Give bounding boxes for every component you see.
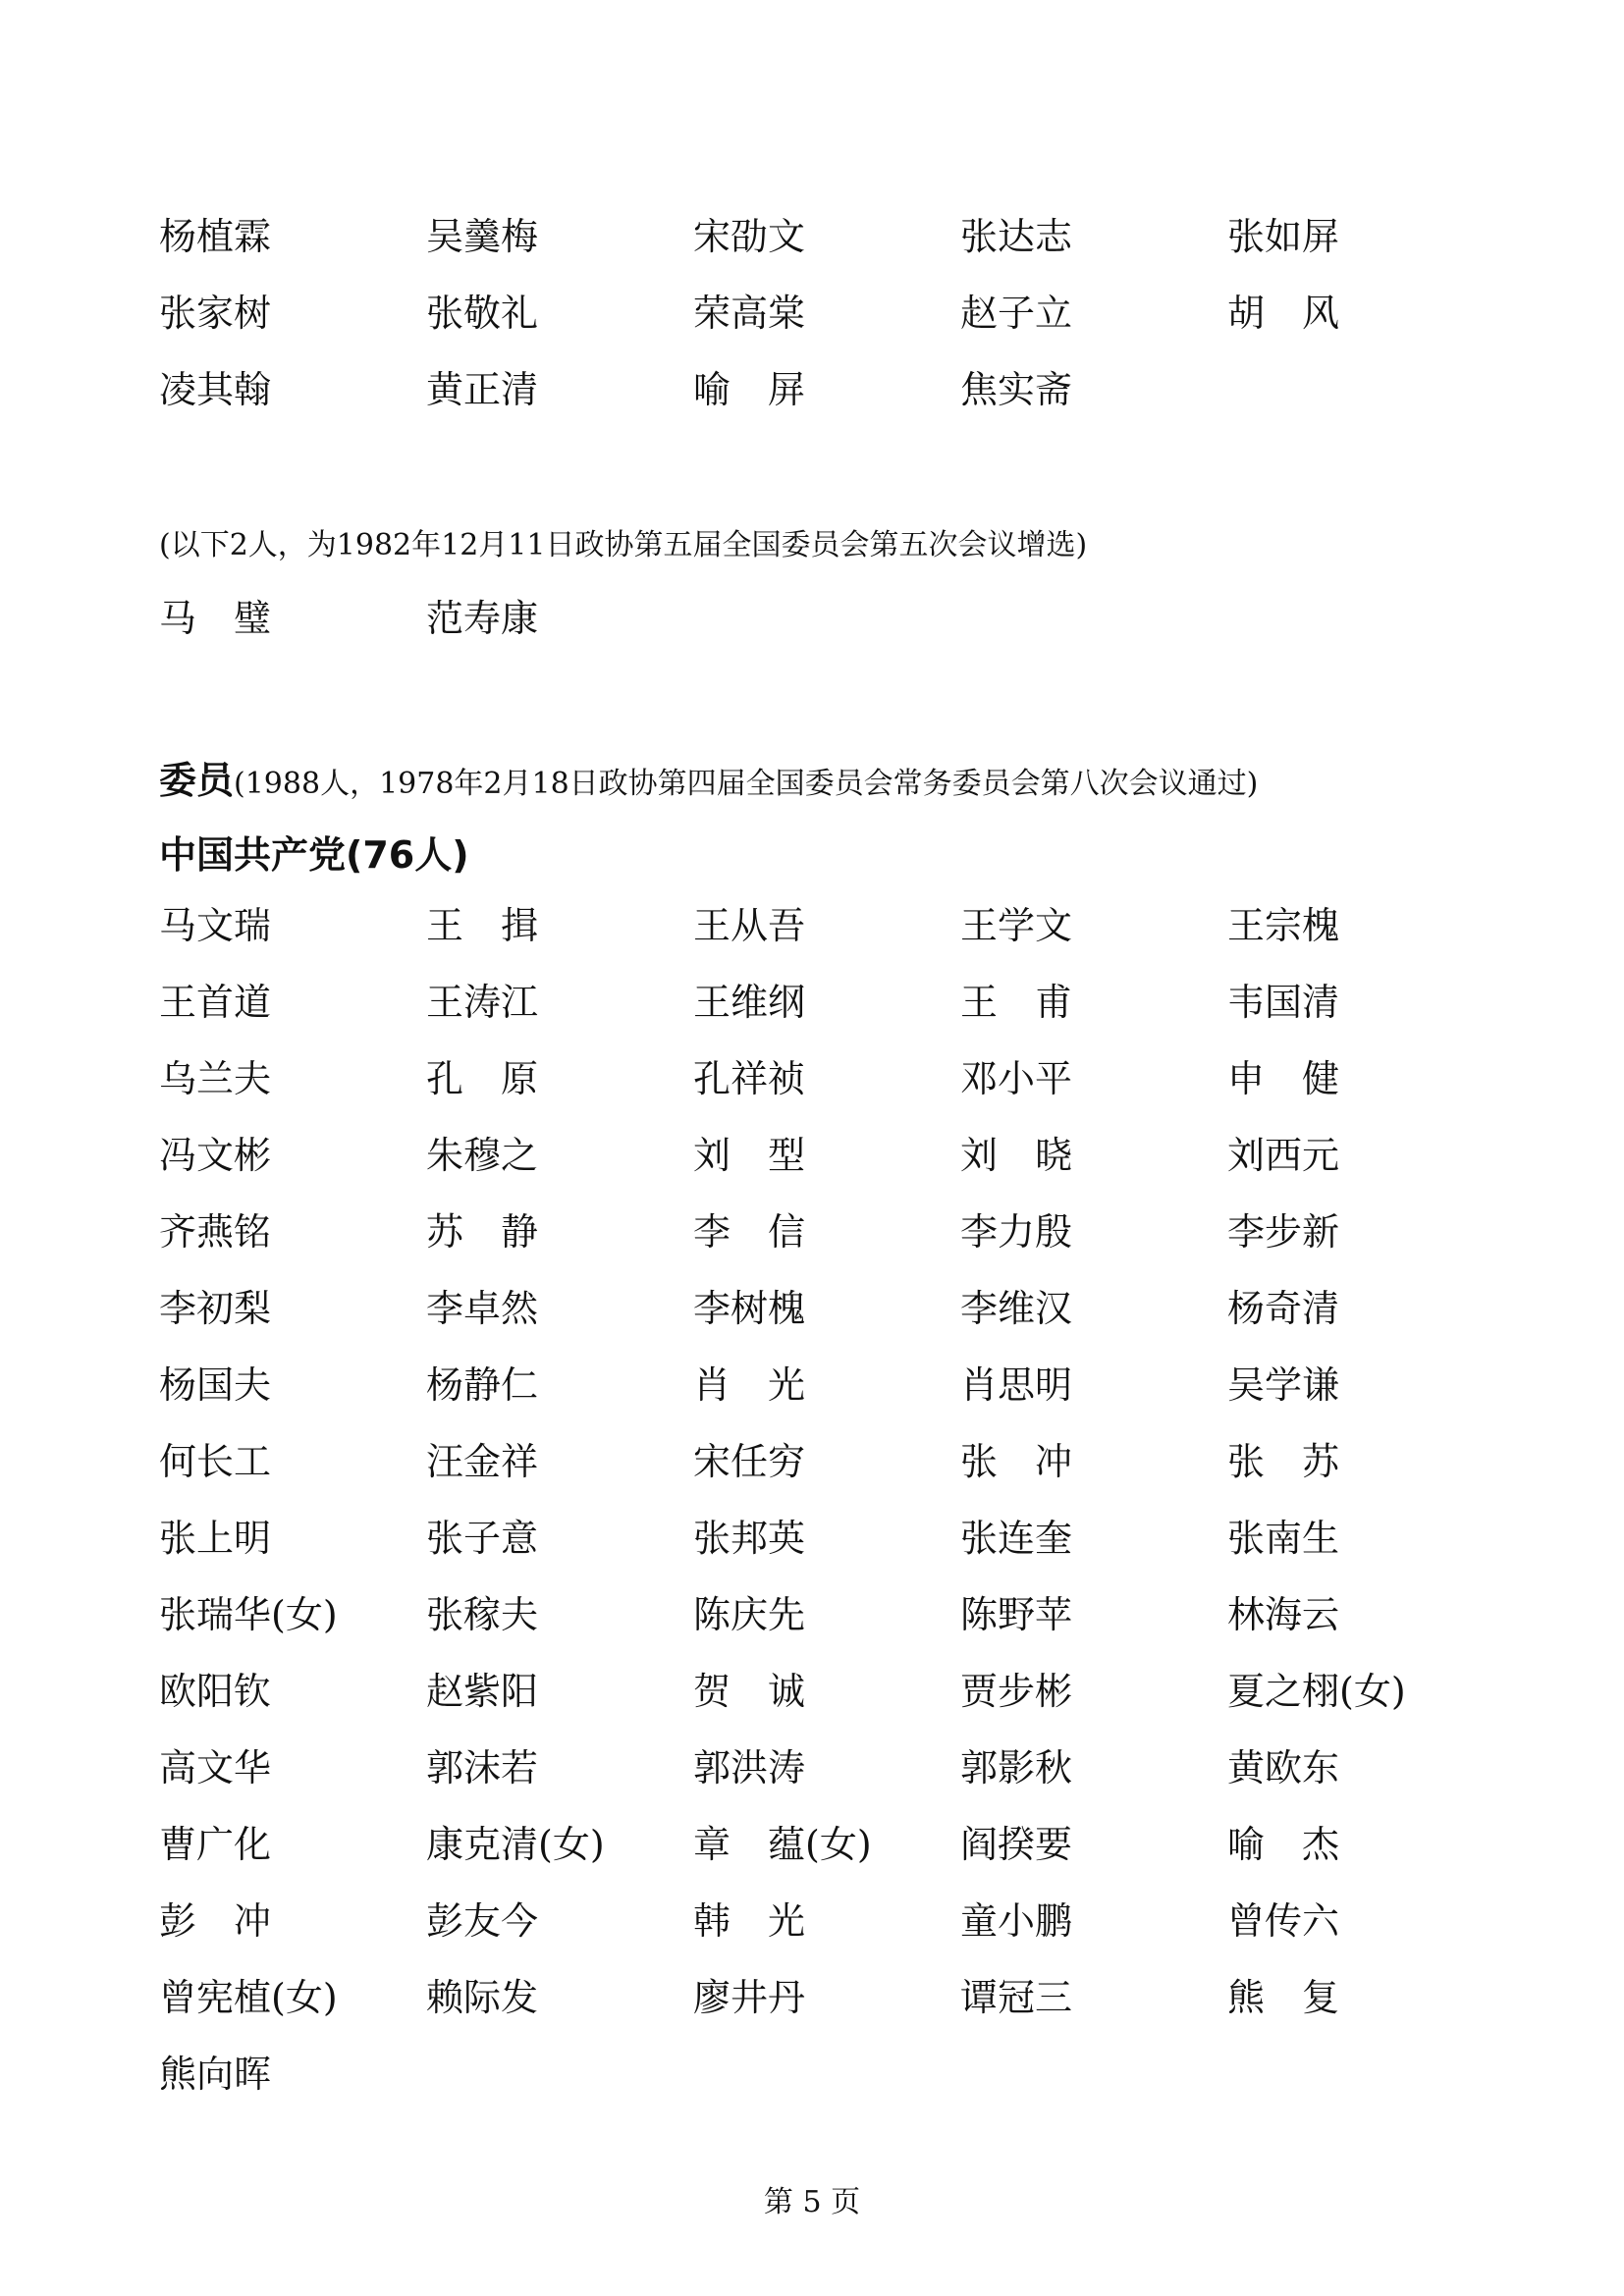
member-name: 何长工 <box>159 1440 272 1483</box>
name-row <box>159 1347 1534 1423</box>
name-row <box>159 1194 1534 1270</box>
members-heading-label: 委员 <box>159 759 235 802</box>
member-name: 王学文 <box>960 904 1073 947</box>
member-name: 黄欧东 <box>1227 1746 1340 1789</box>
member-name: 熊向晖 <box>159 2053 272 2096</box>
member-name: 刘西元 <box>1227 1134 1340 1177</box>
member-name: 李步新 <box>1227 1210 1340 1254</box>
name-row <box>159 1270 1534 1347</box>
name-row <box>159 2036 1534 2112</box>
member-name: 李维汉 <box>960 1287 1073 1330</box>
member-name: 赖际发 <box>426 1976 539 2019</box>
member-name: 赵紫阳 <box>426 1670 539 1713</box>
member-name: 王首道 <box>159 981 272 1024</box>
member-name: 李初梨 <box>159 1287 272 1330</box>
member-name: 康克清(女) <box>426 1823 605 1866</box>
member-name: 申 健 <box>1227 1057 1340 1100</box>
member-name: 张连奎 <box>960 1517 1073 1560</box>
member-name: 王 揖 <box>426 904 539 947</box>
member-name: 张邦英 <box>693 1517 806 1560</box>
member-name: 杨静仁 <box>426 1363 539 1407</box>
member-name: 李力殷 <box>960 1210 1073 1254</box>
name-row <box>159 887 1534 964</box>
name-row <box>159 1959 1534 2036</box>
member-name: 杨植霖 <box>159 215 272 258</box>
party-names-grid <box>159 887 1534 2112</box>
member-name: 刘 晓 <box>960 1134 1073 1177</box>
name-row <box>159 1806 1534 1883</box>
member-name: 李卓然 <box>426 1287 539 1330</box>
member-name: 曾宪植(女) <box>159 1976 338 2019</box>
member-name: 冯文彬 <box>159 1134 272 1177</box>
member-name: 林海云 <box>1227 1593 1340 1636</box>
member-name: 孔祥祯 <box>693 1057 806 1100</box>
member-name: 荣高棠 <box>693 292 806 335</box>
member-name: 郭影秋 <box>960 1746 1073 1789</box>
member-name: 马文瑞 <box>159 904 272 947</box>
member-name: 郭洪涛 <box>693 1746 806 1789</box>
member-name: 喻 屏 <box>693 368 806 411</box>
member-name: 王从吾 <box>693 904 806 947</box>
member-name: 王涛江 <box>426 981 539 1024</box>
member-name: 谭冠三 <box>960 1976 1073 2019</box>
name-row <box>159 351 1534 428</box>
member-name: 马 璧 <box>159 597 272 640</box>
member-name: 陈庆先 <box>693 1593 806 1636</box>
member-name: 张达志 <box>960 215 1073 258</box>
member-name: 范寿康 <box>426 597 539 640</box>
member-name: 张瑞华(女) <box>159 1593 338 1636</box>
member-name: 彭友今 <box>426 1899 539 1943</box>
prior-names-grid <box>159 198 1534 428</box>
name-row <box>159 1883 1534 1959</box>
member-name: 欧阳钦 <box>159 1670 272 1713</box>
member-name: 高文华 <box>159 1746 272 1789</box>
member-name: 张 苏 <box>1227 1440 1340 1483</box>
member-name: 张敬礼 <box>426 292 539 335</box>
addition-names-grid <box>159 580 1534 657</box>
member-name: 宋劭文 <box>693 215 806 258</box>
addition-note: (以下2人，为1982年12月11日政协第五届全国委员会第五次会议增选) <box>159 528 1088 562</box>
member-name: 张 冲 <box>960 1440 1073 1483</box>
member-name: 宋任穷 <box>693 1440 806 1483</box>
member-name: 焦实斋 <box>960 368 1073 411</box>
member-name: 汪金祥 <box>426 1440 539 1483</box>
member-name: 李 信 <box>693 1210 806 1254</box>
member-name: 王维纲 <box>693 981 806 1024</box>
member-name: 廖井丹 <box>693 1976 806 2019</box>
member-name: 张子意 <box>426 1517 539 1560</box>
member-name: 李树槐 <box>693 1287 806 1330</box>
member-name: 吴学谦 <box>1227 1363 1340 1407</box>
name-row <box>159 964 1534 1041</box>
member-name: 杨国夫 <box>159 1363 272 1407</box>
member-name: 张稼夫 <box>426 1593 539 1636</box>
member-name: 刘 型 <box>693 1134 806 1177</box>
name-row <box>159 1730 1534 1806</box>
member-name: 黄正清 <box>426 368 539 411</box>
member-name: 杨奇清 <box>1227 1287 1340 1330</box>
member-name: 张上明 <box>159 1517 272 1560</box>
member-name: 王 甫 <box>960 981 1073 1024</box>
member-name: 乌兰夫 <box>159 1057 272 1100</box>
member-name: 张如屏 <box>1227 215 1340 258</box>
name-row <box>159 198 1534 275</box>
member-name: 王宗槐 <box>1227 904 1340 947</box>
name-row <box>159 1500 1534 1576</box>
member-name: 胡 风 <box>1227 292 1340 335</box>
member-name: 孔 原 <box>426 1057 539 1100</box>
name-row <box>159 275 1534 351</box>
member-name: 熊 复 <box>1227 1976 1340 2019</box>
page-number-footer: 第 5 页 <box>763 2185 861 2219</box>
member-name: 贺 诚 <box>693 1670 806 1713</box>
member-name: 郭沫若 <box>426 1746 539 1789</box>
member-name: 凌其翰 <box>159 368 272 411</box>
member-name: 曹广化 <box>159 1823 272 1866</box>
members-heading <box>159 750 1258 804</box>
name-row <box>159 580 1534 657</box>
member-name: 章 蕴(女) <box>693 1823 872 1866</box>
member-name: 喻 杰 <box>1227 1823 1340 1866</box>
member-name: 夏之栩(女) <box>1227 1670 1406 1713</box>
name-row <box>159 1117 1534 1194</box>
member-name: 彭 冲 <box>159 1899 272 1943</box>
member-name: 童小鹏 <box>960 1899 1073 1943</box>
member-name: 阎揆要 <box>960 1823 1073 1866</box>
member-name: 肖 光 <box>693 1363 806 1407</box>
party-heading: 中国共产党(76人) <box>159 833 469 877</box>
member-name: 韩 光 <box>693 1899 806 1943</box>
members-heading-note: (1988人，1978年2月18日政协第四届全国委员会常务委员会第八次会议通过) <box>234 767 1259 801</box>
member-name: 贾步彬 <box>960 1670 1073 1713</box>
member-name: 赵子立 <box>960 292 1073 335</box>
member-name: 齐燕铭 <box>159 1210 272 1254</box>
member-name: 陈野苹 <box>960 1593 1073 1636</box>
name-row <box>159 1653 1534 1730</box>
name-row <box>159 1423 1534 1500</box>
member-name: 邓小平 <box>960 1057 1073 1100</box>
name-row <box>159 1576 1534 1653</box>
name-row <box>159 1041 1534 1117</box>
member-name: 韦国清 <box>1227 981 1340 1024</box>
member-name: 张家树 <box>159 292 272 335</box>
member-name: 朱穆之 <box>426 1134 539 1177</box>
member-name: 张南生 <box>1227 1517 1340 1560</box>
member-name: 曾传六 <box>1227 1899 1340 1943</box>
member-name: 苏 静 <box>426 1210 539 1254</box>
member-name: 肖思明 <box>960 1363 1073 1407</box>
member-name: 吴羹梅 <box>426 215 539 258</box>
